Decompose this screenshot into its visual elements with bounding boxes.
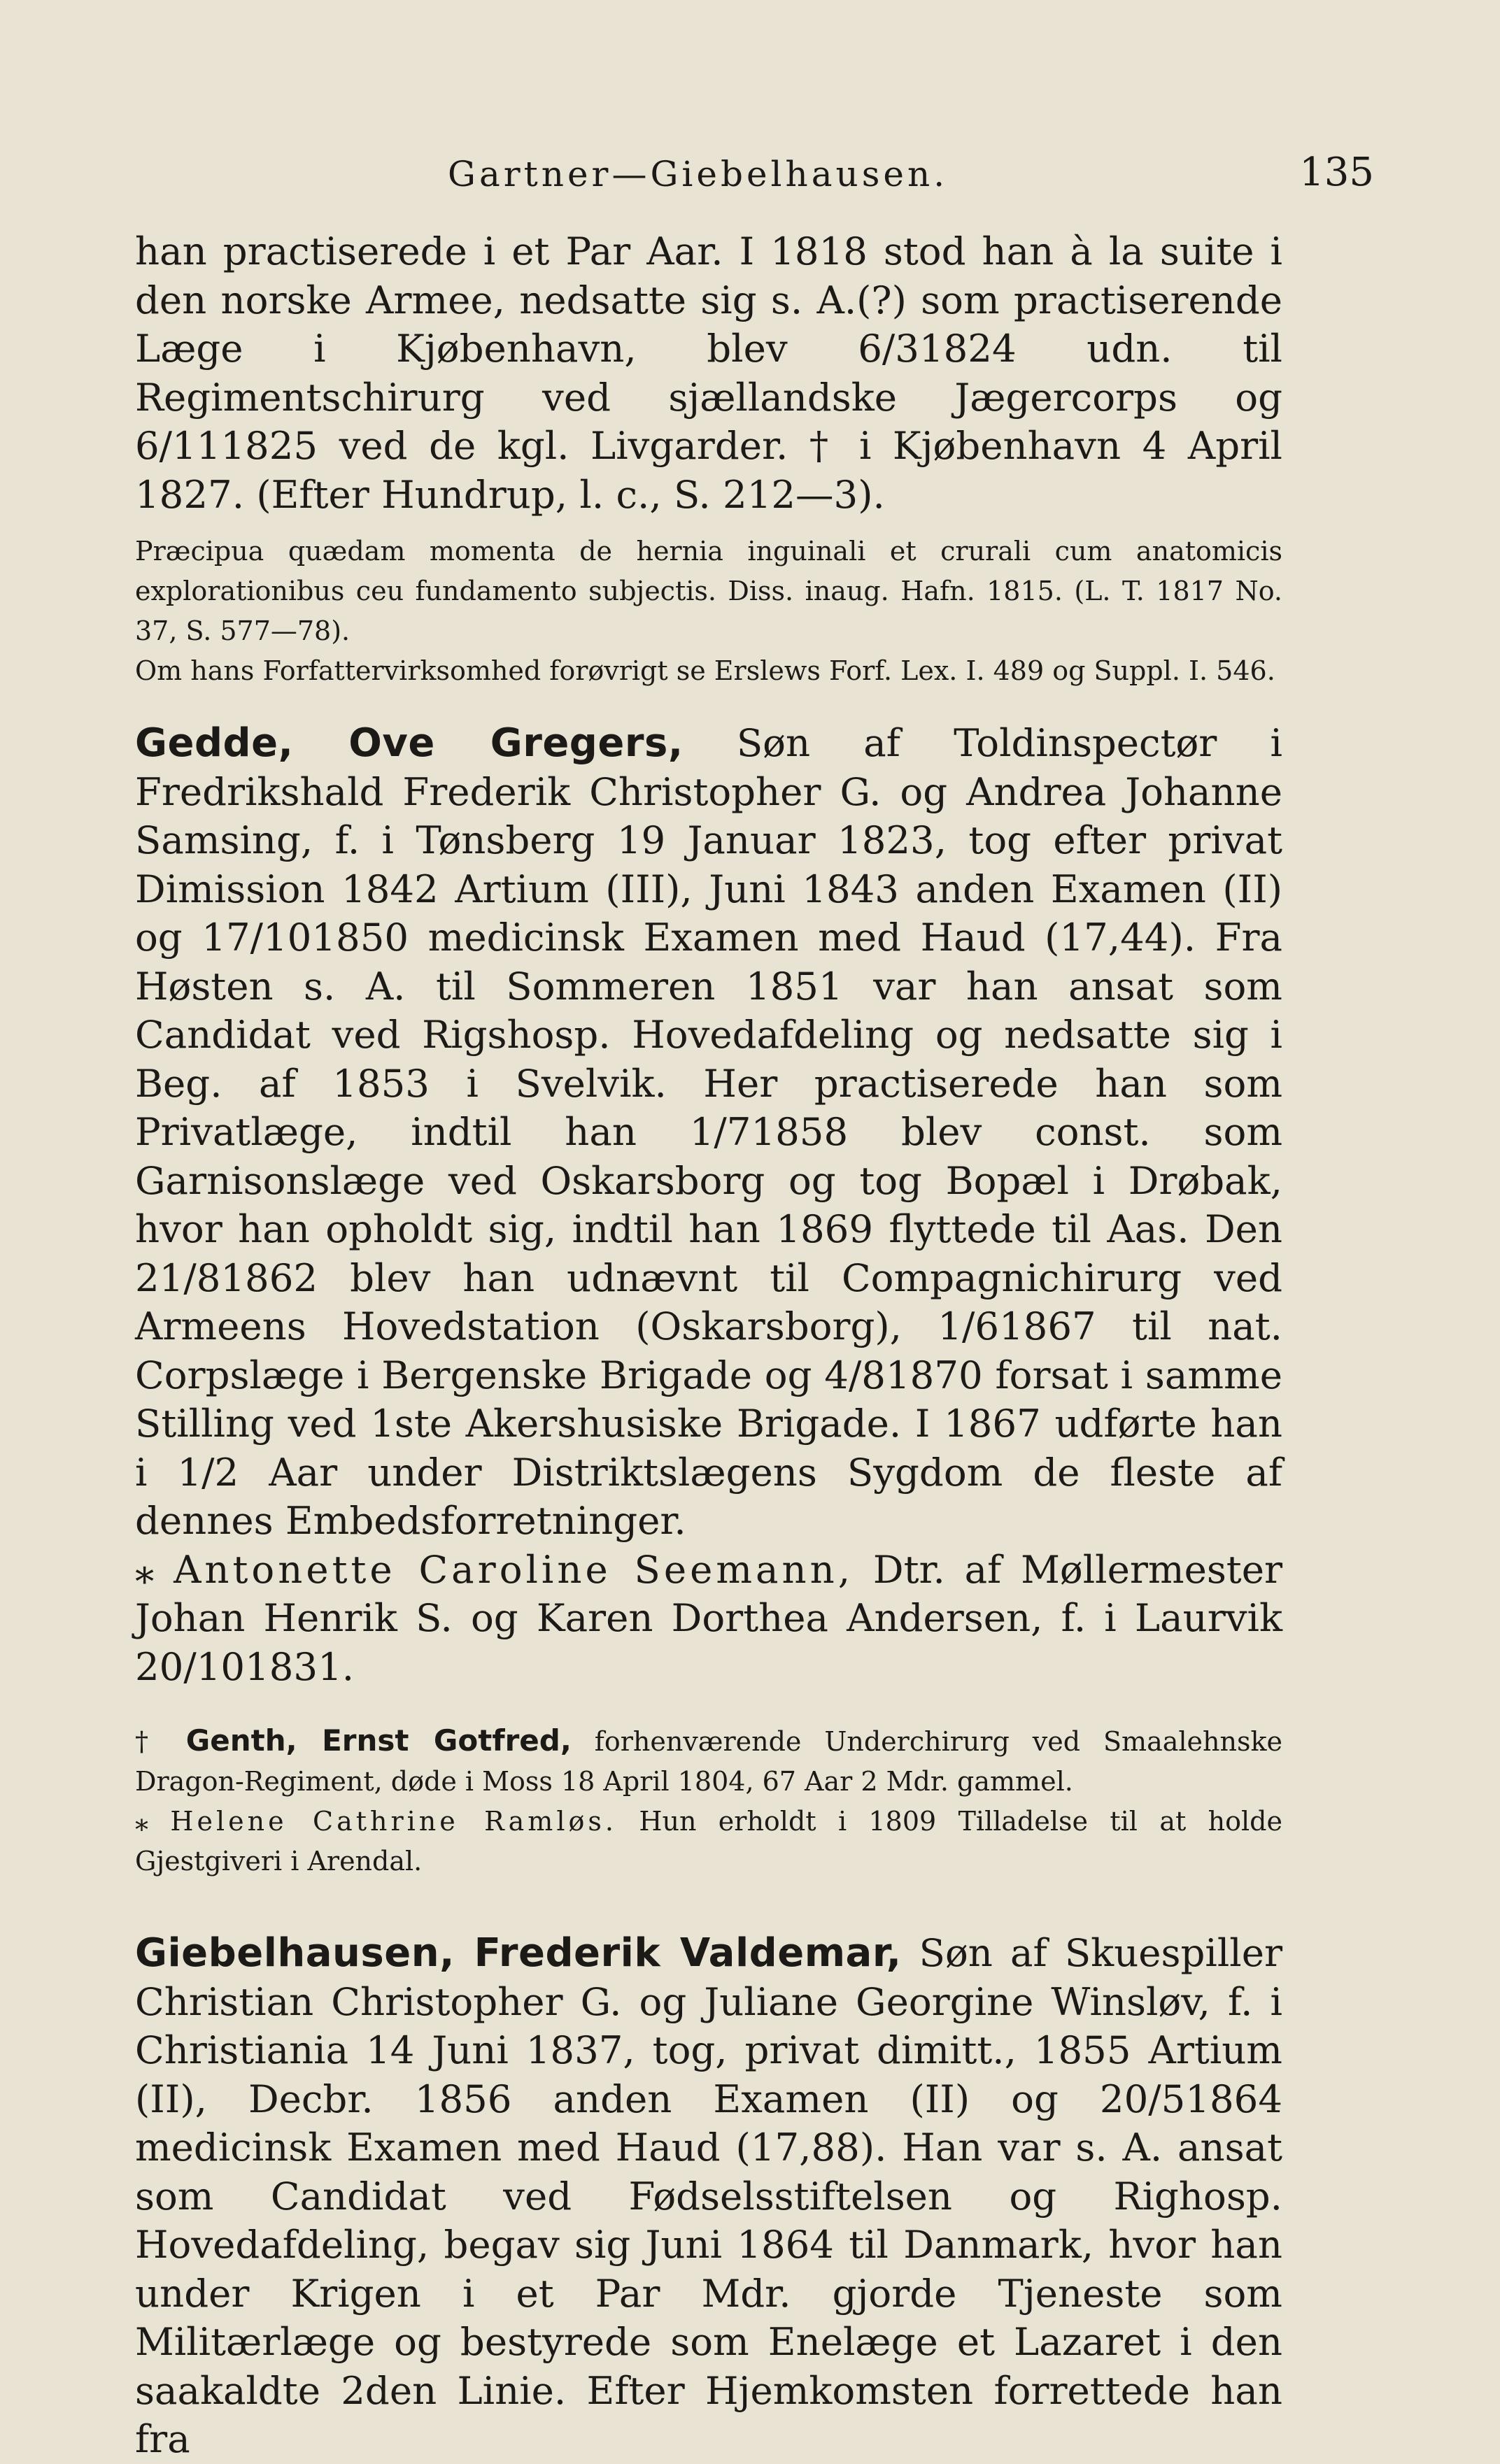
giebelhausen-name: Giebelhausen, Frederik Valdemar, — [135, 1930, 902, 1976]
gartner-entry-continuation: han practiserede i et Par Aar. I 1818 stod han à la suite i den norske Armee, nedsatte sig s. A.(?) som practiserende Læge i Kjøbenhavn, blev 6/31824 udn. til Regimentschirurg ved sjællandske Jægercorps og 6/111825 ved de kgl. Livgarder. † i Kjøbenhavn 4 April 1827. (Efter Hundrup, l. c., S. 212—3). — [135, 229, 1282, 517]
spouse-mark: ⁎ — [135, 1546, 155, 1592]
genth-spouse-name: Helene Cathrine Ramløs. — [170, 1806, 617, 1837]
gartner-publications: Præcipua quædam momenta de hernia inguinali et crurali cum anatomicis explorationibus ceu fundamento subjectis. Diss. inaug. Hafn. 1815. (L. T. 1817 No. 37, S. 577—78). — [135, 536, 1282, 646]
giebelhausen-entry — [135, 1929, 1282, 2464]
genth-entry — [135, 1721, 1282, 1802]
gedde-text: Søn af Toldinspectør i Fredrikshald Frederik Christopher G. og Andrea Johanne Samsing, f. i Tønsberg 19 Januar 1823, tog efter privat Dimission 1842 Artium (III), Juni 1843 anden Examen (II) og 17/101850 medicinsk Examen med Haud (17,44). Fra Høsten s. A. til Sommeren 1851 var han ansat som Candidat ved Rigshosp. Hovedafdeling og nedsatte sig i Beg. af 1853 i Svelvik. Her practiserede han som Privatlæge, indtil han 1/71858 blev const. som Garnisonslæge ved Oskarsborg og tog Bopæl i Drøbak, hvor han opholdt sig, indtil han 1869 flyttede til Aas. Den 21/81862 blev han udnævnt til Compagnichirurg ved Armeens Hovedstation (Oskarsborg), 1/61867 til nat. Corpslæge i Bergenske Brigade og 4/81870 forsat i samme Stilling ved 1ste Akershusiske Brigade. I 1867 udførte han i 1/2 Aar under Distriktslægens Sygdom de fleste af dennes Embedsforretninger. — [135, 720, 1282, 1543]
genth-name: Genth, Ernst Gotfred, — [185, 1723, 572, 1758]
genth-spouse — [135, 1802, 1282, 1881]
page-header — [133, 140, 1388, 196]
death-mark: † — [135, 1726, 163, 1757]
genth-spouse-text: Hun erholdt i 1809 Tilladelse til at holde Gjestgiveri i Arendal. — [135, 1806, 1282, 1877]
page-number: 135 — [1299, 150, 1374, 195]
gedde-name: Gedde, Ove Gregers, — [135, 720, 684, 766]
gedde-spouse — [135, 1546, 1282, 1692]
gedde-spouse-name: Antonette Caroline Seemann, — [174, 1546, 854, 1592]
gedde-spouse-text: Dtr. af Møllermester Johan Henrik S. og Karen Dorthea Andersen, f. i Laurvik 20/101831. — [135, 1546, 1283, 1689]
giebelhausen-text: Søn af Skuespiller Christian Christopher G. og Juliane Georgine Winsløv, f. i Christiania 14 Juni 1837, tog, privat dimitt., 1855 Artium (II), Decbr. 1856 anden Examen (II) og 20/51864 medicinsk Examen med Haud (17,88). Han var s. A. ansat som Candidat ved Fødselsstiftelsen og Righosp. Hovedafdeling, begav sig Juni 1864 til Danmark, hvor han under Krigen i et Par Mdr. gjorde Tjeneste som Militærlæge og bestyrede som Enelæge et Lazaret i den saakaldte 2den Linie. Efter Hjemkomsten forrettede han fra — [135, 1930, 1283, 2461]
running-title: Gartner—Giebelhausen. — [448, 154, 949, 194]
body-text — [135, 227, 1282, 2464]
gartner-reference: Om hans Forfattervirksomhed forøvrigt se Erslews Forf. Lex. I. 489 og Suppl. I. 546. — [135, 655, 1275, 686]
genth-text: forhenværende Underchirurg ved Smaalehnske Dragon-Regiment, døde i Moss 18 April 1804, 67 Aar 2 Mdr. gammel. — [135, 1726, 1282, 1797]
spouse-mark: ⁎ — [135, 1806, 148, 1837]
gedde-entry — [135, 719, 1282, 1546]
